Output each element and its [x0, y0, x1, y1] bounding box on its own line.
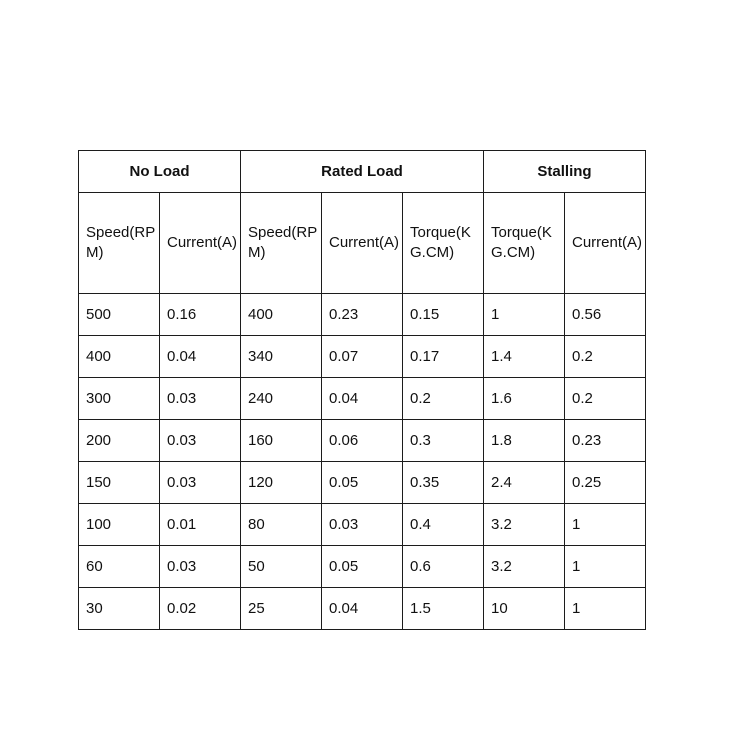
table-row: [79, 378, 646, 420]
table-cell: 0.03: [160, 420, 241, 462]
table-cell: 100: [79, 504, 160, 546]
table-cell: 0.2: [565, 336, 646, 378]
table-cell: 0.6: [403, 546, 484, 588]
table-cell: 120: [241, 462, 322, 504]
table-row: [79, 546, 646, 588]
table-cell: 0.25: [565, 462, 646, 504]
table-cell: 1: [565, 546, 646, 588]
table-cell: 240: [241, 378, 322, 420]
table-cell: 0.04: [322, 378, 403, 420]
table-cell: 50: [241, 546, 322, 588]
table-row: [79, 588, 646, 630]
table-cell: 160: [241, 420, 322, 462]
table-cell: 0.05: [322, 462, 403, 504]
table-cell: 0.2: [565, 378, 646, 420]
table-cell: 1: [484, 294, 565, 336]
column-header-row: [79, 193, 646, 294]
table-cell: 200: [79, 420, 160, 462]
column-header: Current(A): [322, 193, 403, 294]
table-cell: 0.03: [160, 462, 241, 504]
table-cell: 0.03: [160, 546, 241, 588]
table-cell: 0.05: [322, 546, 403, 588]
table-cell: 1.8: [484, 420, 565, 462]
table-cell: 0.56: [565, 294, 646, 336]
table-cell: 0.03: [160, 378, 241, 420]
table-cell: 3.2: [484, 546, 565, 588]
table-cell: 0.3: [403, 420, 484, 462]
column-header: Torque(K G.CM): [403, 193, 484, 294]
column-header: Speed(RP M): [79, 193, 160, 294]
table-cell: 3.2: [484, 504, 565, 546]
table-cell: 0.02: [160, 588, 241, 630]
table-cell: 25: [241, 588, 322, 630]
table-cell: 0.07: [322, 336, 403, 378]
column-header: Torque(K G.CM): [484, 193, 565, 294]
table-cell: 1.5: [403, 588, 484, 630]
table-cell: 0.04: [160, 336, 241, 378]
table-cell: 0.4: [403, 504, 484, 546]
table-cell: 400: [241, 294, 322, 336]
group-header-rated-load: Rated Load: [241, 151, 484, 193]
table-cell: 1: [565, 504, 646, 546]
table-cell: 80: [241, 504, 322, 546]
table-cell: 0.23: [322, 294, 403, 336]
table-cell: 0.15: [403, 294, 484, 336]
column-header: Current(A): [160, 193, 241, 294]
group-header-stalling: Stalling: [484, 151, 646, 193]
group-header-no-load: No Load: [79, 151, 241, 193]
table-cell: 500: [79, 294, 160, 336]
table-cell: 1.4: [484, 336, 565, 378]
motor-spec-table: [78, 150, 646, 630]
table-cell: 300: [79, 378, 160, 420]
table-cell: 0.04: [322, 588, 403, 630]
table-cell: 2.4: [484, 462, 565, 504]
table-cell: 30: [79, 588, 160, 630]
table-cell: 340: [241, 336, 322, 378]
table-cell: 0.06: [322, 420, 403, 462]
table-cell: 60: [79, 546, 160, 588]
table-row: [79, 336, 646, 378]
table-cell: 150: [79, 462, 160, 504]
table-cell: 400: [79, 336, 160, 378]
table-cell: 0.35: [403, 462, 484, 504]
table-cell: 0.17: [403, 336, 484, 378]
group-header-row: [79, 151, 646, 193]
table-cell: 0.23: [565, 420, 646, 462]
column-header: Speed(RP M): [241, 193, 322, 294]
table-row: [79, 462, 646, 504]
column-header: Current(A): [565, 193, 646, 294]
table-body: [79, 294, 646, 630]
table-row: [79, 504, 646, 546]
table-cell: 0.16: [160, 294, 241, 336]
table-cell: 0.2: [403, 378, 484, 420]
table-cell: 1.6: [484, 378, 565, 420]
table-row: [79, 294, 646, 336]
table-cell: 1: [565, 588, 646, 630]
table-cell: 0.03: [322, 504, 403, 546]
table-row: [79, 420, 646, 462]
table-cell: 0.01: [160, 504, 241, 546]
table-cell: 10: [484, 588, 565, 630]
